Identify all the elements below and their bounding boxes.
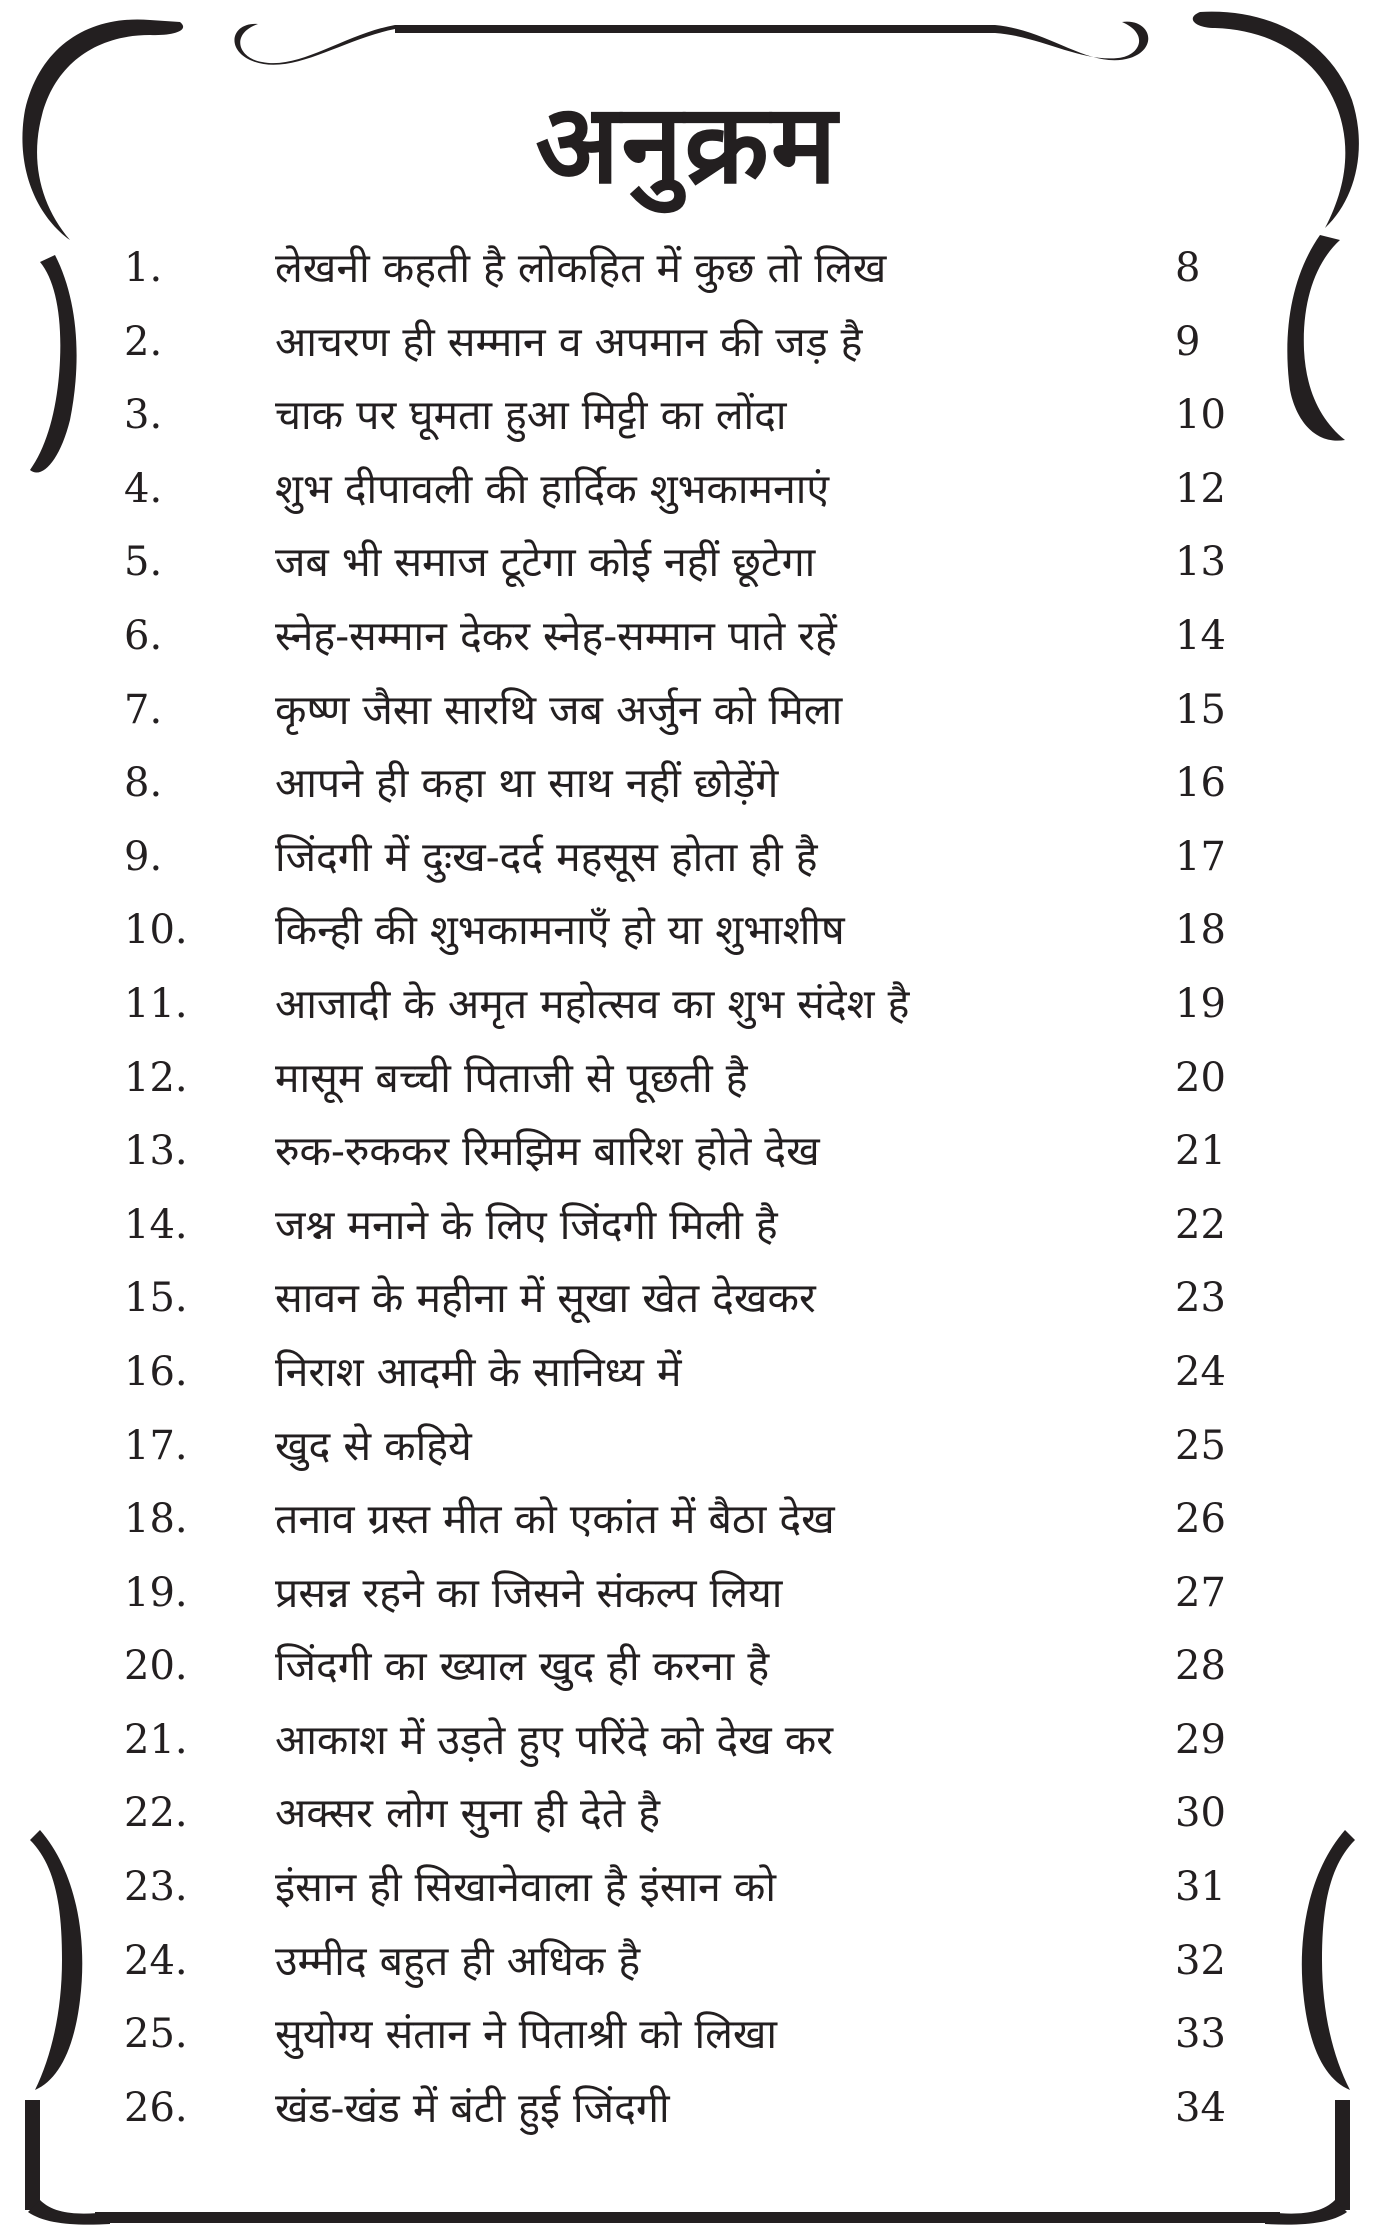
toc-entry bbox=[0, 968, 1374, 1042]
toc-entry bbox=[0, 306, 1374, 380]
top-border-line bbox=[395, 25, 995, 33]
toc-entry-number: 18. bbox=[124, 1496, 188, 1543]
toc-entry-title: आचरण ही सम्मान व अपमान की जड़ है bbox=[275, 317, 863, 366]
toc-entry-number: 10. bbox=[124, 907, 188, 954]
toc-entry bbox=[0, 1115, 1374, 1189]
toc-entry-number: 12. bbox=[124, 1054, 188, 1101]
toc-entry-number: 23. bbox=[124, 1864, 188, 1911]
toc-entry-title: खंड-खंड में बंटी हुई जिंदगी bbox=[275, 2083, 670, 2132]
toc-entry-title: कृष्ण जैसा सारथि जब अर्जुन को मिला bbox=[275, 685, 843, 734]
toc-entry-number: 8. bbox=[124, 760, 163, 807]
toc-entry-number: 19. bbox=[124, 1569, 188, 1616]
toc-entry bbox=[0, 526, 1374, 600]
toc-entry-page-number: 15 bbox=[1175, 686, 1226, 733]
toc-entry bbox=[0, 1851, 1374, 1925]
toc-entry-number: 25. bbox=[124, 2011, 188, 2058]
top-left-flourish bbox=[234, 24, 395, 65]
toc-entry bbox=[0, 379, 1374, 453]
toc-entry bbox=[0, 674, 1374, 748]
toc-entry-number: 13. bbox=[124, 1128, 188, 1175]
toc-entry-page-number: 17 bbox=[1175, 833, 1226, 880]
toc-entry-title: सुयोग्य संतान ने पिताश्री को लिखा bbox=[275, 2010, 778, 2059]
toc-entry-number: 1. bbox=[124, 245, 163, 291]
toc-entry bbox=[0, 894, 1374, 968]
toc-entry bbox=[0, 1042, 1374, 1116]
toc-entry-title: जश्न मनाने के लिए जिंदगी मिली है bbox=[275, 1200, 778, 1249]
toc-entry-page-number: 20 bbox=[1175, 1054, 1226, 1101]
toc-entry-title: आजादी के अमृत महोत्सव का शुभ संदेश है bbox=[275, 979, 910, 1028]
toc-entry-page-number: 27 bbox=[1175, 1569, 1226, 1616]
toc-entry-title: खुद से कहिये bbox=[275, 1421, 472, 1470]
toc-entry bbox=[0, 600, 1374, 674]
toc-entry-number: 9. bbox=[124, 833, 163, 880]
toc-entry-number: 3. bbox=[124, 392, 163, 439]
toc-entry-number: 11. bbox=[124, 980, 188, 1027]
toc-entry-title: जब भी समाज टूटेगा कोई नहीं छूटेगा bbox=[275, 538, 816, 587]
bottom-border-line bbox=[95, 2212, 1280, 2223]
toc-entry-number: 14. bbox=[124, 1201, 188, 1248]
toc-entry bbox=[0, 1557, 1374, 1631]
toc-entry-page-number: 12 bbox=[1175, 465, 1226, 512]
toc-entry bbox=[0, 1704, 1374, 1778]
toc-entry-number: 16. bbox=[124, 1348, 188, 1395]
toc-entry bbox=[0, 1483, 1374, 1557]
toc-entry-page-number: 33 bbox=[1175, 2011, 1226, 2058]
toc-entry-page-number: 14 bbox=[1175, 612, 1226, 659]
toc-entry-title: इंसान ही सिखानेवाला है इंसान को bbox=[275, 1863, 776, 1912]
toc-entry-title: प्रसन्न रहने का जिसने संकल्प लिया bbox=[275, 1568, 783, 1617]
toc-entry bbox=[0, 1262, 1374, 1336]
toc-entry-page-number: 25 bbox=[1175, 1422, 1226, 1469]
toc-entry-page-number: 18 bbox=[1175, 907, 1226, 954]
toc-entry-page-number: 13 bbox=[1175, 539, 1226, 586]
toc-entry-page-number: 29 bbox=[1175, 1716, 1226, 1763]
toc-entry-number: 5. bbox=[124, 539, 163, 586]
toc-entry-title: जिंदगी में दुःख-दर्द महसूस होता ही है bbox=[275, 832, 818, 881]
toc-entry bbox=[0, 1630, 1374, 1704]
toc-entry-page-number: 30 bbox=[1175, 1790, 1226, 1837]
toc-entry bbox=[0, 747, 1374, 821]
toc-entry-number: 26. bbox=[124, 2084, 188, 2131]
toc-entry-number: 7. bbox=[124, 686, 163, 733]
toc-entry-page-number: 31 bbox=[1175, 1864, 1226, 1911]
toc-entry-title: रुक-रुककर रिमझिम बारिश होते देख bbox=[275, 1127, 820, 1176]
toc-entry-title: सावन के महीना में सूखा खेत देखकर bbox=[275, 1274, 816, 1323]
toc-entry-number: 20. bbox=[124, 1643, 188, 1690]
toc-entry bbox=[0, 1189, 1374, 1263]
toc-entry-page-number: 22 bbox=[1175, 1201, 1226, 1248]
toc-entry-title: जिंदगी का ख्याल खुद ही करना है bbox=[275, 1642, 770, 1691]
toc-entry-number: 24. bbox=[124, 1937, 188, 1984]
toc-entry bbox=[0, 1410, 1374, 1484]
toc-entry-title: आकाश में उड़ते हुए परिंदे को देख कर bbox=[275, 1715, 833, 1764]
toc-entry bbox=[0, 2072, 1374, 2146]
toc-entry-title: स्नेह-सम्मान देकर स्नेह-सम्मान पाते रहें bbox=[275, 611, 837, 660]
toc-entry-number: 2. bbox=[124, 318, 163, 365]
toc-entry-page-number: 8 bbox=[1175, 245, 1201, 291]
toc-entry-number: 22. bbox=[124, 1790, 188, 1837]
toc-entry-page-number: 26 bbox=[1175, 1496, 1226, 1543]
toc-entry-title: किन्ही की शुभकामनाएँ हो या शुभाशीष bbox=[275, 906, 845, 955]
toc-entry bbox=[0, 1777, 1374, 1851]
toc-entry-page-number: 28 bbox=[1175, 1643, 1226, 1690]
top-right-flourish bbox=[995, 22, 1148, 61]
toc-entry-title: चाक पर घूमता हुआ मिट्टी का लोंदा bbox=[275, 391, 787, 440]
toc-entry bbox=[0, 1336, 1374, 1410]
toc-entry-page-number: 32 bbox=[1175, 1937, 1226, 1984]
toc-entry-title: आपने ही कहा था साथ नहीं छोड़ेंगे bbox=[275, 759, 779, 808]
toc-entry-page-number: 16 bbox=[1175, 760, 1226, 807]
toc-entry-title: लेखनी कहती है लोकहित में कुछ तो लिख bbox=[275, 244, 887, 292]
toc-entry bbox=[0, 1925, 1374, 1999]
toc-entry bbox=[0, 453, 1374, 527]
toc-entry-title: तनाव ग्रस्त मीत को एकांत में बैठा देख bbox=[275, 1495, 835, 1544]
toc-entry bbox=[0, 821, 1374, 895]
toc-entry-number: 6. bbox=[124, 612, 163, 659]
toc-entry-number: 21. bbox=[124, 1716, 188, 1763]
toc-entry-title: शुभ दीपावली की हार्दिक शुभकामनाएं bbox=[275, 464, 830, 513]
toc-entry-number: 17. bbox=[124, 1422, 188, 1469]
toc-entry-page-number: 9 bbox=[1175, 318, 1201, 365]
toc-entry-number: 15. bbox=[124, 1275, 188, 1322]
toc-entry-page-number: 10 bbox=[1175, 392, 1226, 439]
toc-entry-title: उम्मीद बहुत ही अधिक है bbox=[275, 1936, 641, 1985]
page-title: अनुक्रम bbox=[535, 79, 839, 208]
toc-entry bbox=[0, 232, 1374, 306]
toc-entry-page-number: 34 bbox=[1175, 2084, 1226, 2131]
toc-entry-page-number: 21 bbox=[1175, 1128, 1226, 1175]
toc-entry bbox=[0, 1998, 1374, 2072]
toc-entry-page-number: 24 bbox=[1175, 1348, 1226, 1395]
toc-entry-title: अक्सर लोग सुना ही देते है bbox=[275, 1789, 660, 1838]
toc-entry-page-number: 19 bbox=[1175, 980, 1226, 1027]
table-of-contents bbox=[0, 232, 1374, 2145]
toc-entry-page-number: 23 bbox=[1175, 1275, 1226, 1322]
toc-entry-number: 4. bbox=[124, 465, 163, 512]
toc-entry-title: निराश आदमी के सानिध्य में bbox=[275, 1347, 682, 1396]
toc-entry-title: मासूम बच्ची पिताजी से पूछती है bbox=[275, 1053, 748, 1102]
